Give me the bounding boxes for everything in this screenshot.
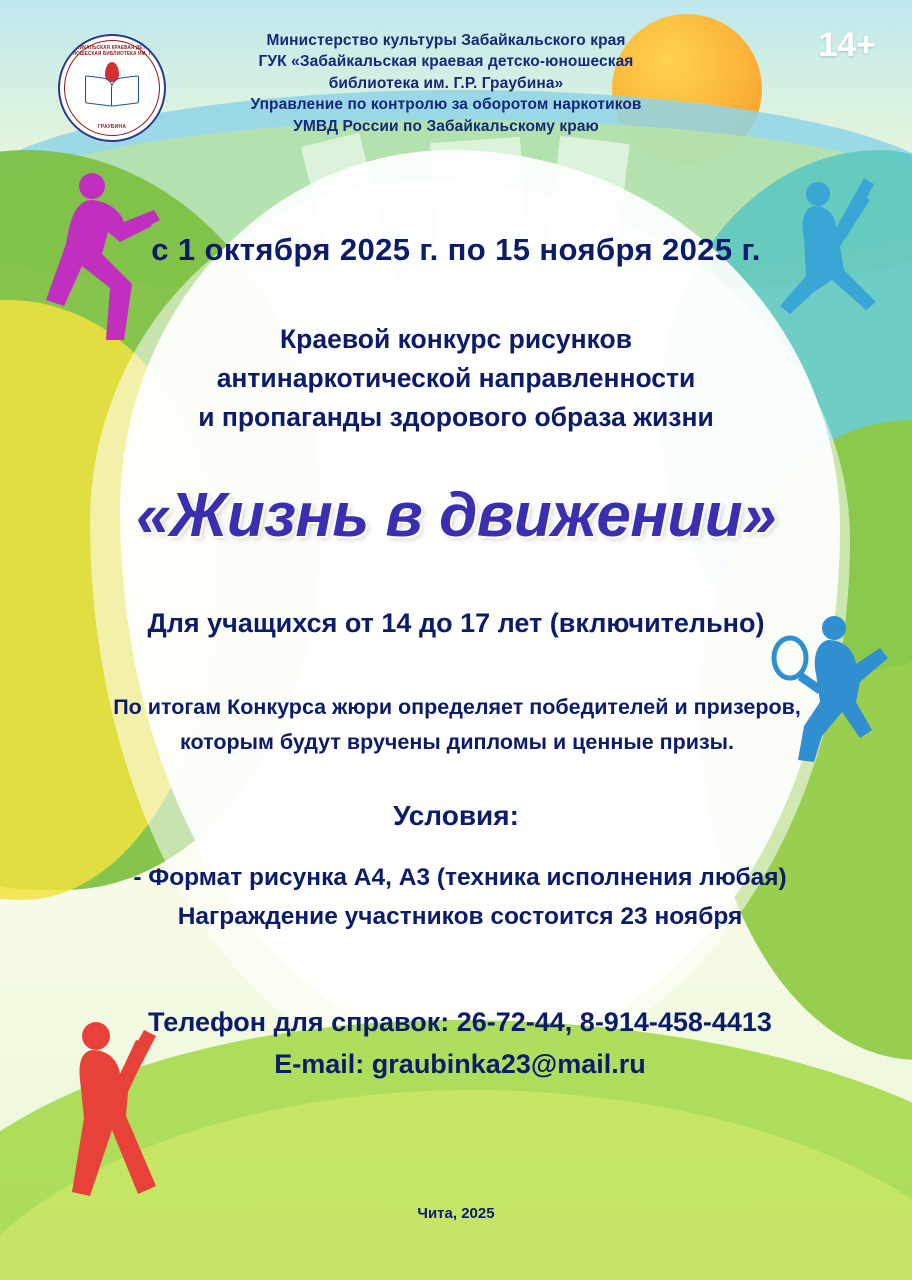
organizer-line-3: библиотека им. Г.Р. Граубина» (328, 74, 564, 92)
jury-note (92, 690, 822, 760)
subtitle-line-1: Краевой конкурс рисунков (279, 324, 633, 354)
logo-text-bottom: ГРАУБИНА (97, 124, 127, 130)
contacts-block (60, 1002, 860, 1086)
jury-line-2: которым будут вручены дипломы и ценные призы. (180, 729, 734, 754)
organizer-line-1: Министерство культуры Забайкальского края (266, 32, 626, 49)
organizer-line-4: Управление по контролю за оборотом наркотиков (250, 96, 642, 114)
terms-line-2: Награждение участников состоится 23 ноября (177, 903, 743, 931)
terms-heading: Условия: (393, 800, 519, 831)
contest-subtitle (120, 320, 792, 438)
age-rating-badge: 14+ (818, 26, 876, 64)
logo-text-top: ЗАБАЙКАЛЬСКАЯ КРАЕВАЯ ДЕТСКО-ЮНОШЕСКАЯ БИБЛИОТЕКА ИМ. Г.Р. (66, 45, 158, 57)
organizer-line-5: УМВД России по Забайкальскому краю (293, 117, 599, 135)
subtitle-line-3: и пропаганды здорового образа жизни (198, 402, 714, 433)
contest-title: «Жизнь в движении» (135, 481, 777, 550)
jury-line-1: По итогам Конкурса жюри определяет победителей и призеров, (113, 695, 801, 719)
terms-list (70, 858, 850, 936)
terms-line-1: - Формат рисунка А4, А3 (техника исполнения любая) (133, 864, 787, 891)
subtitle-line-2: антинаркотической направленности (216, 363, 696, 394)
city-year: Чита, 2025 (417, 1205, 495, 1222)
contest-dates: с 1 октября 2025 г. по 15 ноября 2025 г. (151, 232, 761, 267)
contact-phone: Телефон для справок: 26-72-44, 8-914-458-4413 (148, 1007, 772, 1037)
participants-age-line: Для учащихся от 14 до 17 лет (включительно) (147, 608, 765, 638)
contact-email: E-mail: graubinka23@mail.ru (274, 1048, 646, 1079)
organizer-line-2: ГУК «Забайкальская краевая детско-юношеская (258, 53, 634, 71)
